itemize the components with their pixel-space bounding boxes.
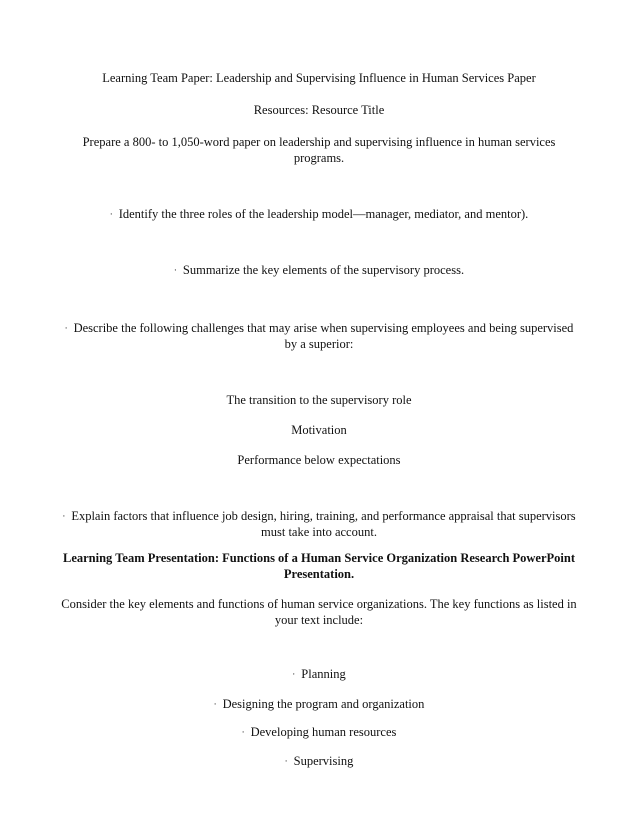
bullet-item-supervisory — [0, 262, 638, 280]
bullet-continuation: by a superior: — [284, 337, 354, 351]
function-text: Designing the program and organization — [222, 697, 425, 711]
intro-line-1: Consider the key elements and functions of human service organizations. The key functions as listed in — [61, 597, 577, 611]
bullet-text: Identify the three roles of the leadership model—manager, mediator, and mentor). — [118, 207, 529, 221]
bullet-icon: · — [62, 511, 66, 521]
bullet-icon: · — [284, 756, 288, 766]
function-item — [0, 666, 638, 684]
bullet-item-roles — [0, 206, 638, 224]
function-item — [0, 696, 638, 714]
prepare-line-2: programs. — [293, 151, 345, 165]
sub-item: The transition to the supervisory role — [226, 393, 412, 407]
bullet-icon: · — [64, 323, 68, 333]
bullet-icon: · — [173, 265, 177, 275]
paper-title: Learning Team Paper: Leadership and Supervising Influence in Human Services Paper — [102, 71, 536, 85]
presentation-heading-line-2: Presentation. — [283, 567, 355, 581]
bullet-icon: · — [292, 669, 296, 679]
bullet-continuation: must take into account. — [261, 525, 377, 539]
function-text: Supervising — [293, 754, 354, 768]
function-item — [0, 724, 638, 742]
function-item — [0, 753, 638, 771]
sub-item: Performance below expectations — [237, 453, 401, 467]
function-text: Planning — [301, 667, 346, 681]
function-text: Developing human resources — [250, 725, 397, 739]
bullet-text: Summarize the key elements of the supervisory process. — [182, 263, 465, 277]
prepare-line-1: Prepare a 800- to 1,050-word paper on leadership and supervising influence in human services — [82, 135, 556, 149]
presentation-heading-line-1: Learning Team Presentation: Functions of a Human Service Organization Research PowerPoint — [63, 551, 575, 565]
intro-line-2: your text include: — [274, 613, 364, 627]
sub-item: Motivation — [291, 423, 347, 437]
bullet-text: Describe the following challenges that may arise when supervising employees and being supervised — [73, 321, 574, 335]
bullet-text: Explain factors that influence job design, hiring, training, and performance appraisal that supervisors — [71, 509, 576, 523]
resources-line: Resources: Resource Title — [253, 103, 385, 117]
bullet-icon: · — [213, 699, 217, 709]
bullet-icon: · — [241, 727, 245, 737]
bullet-icon: · — [109, 209, 113, 219]
